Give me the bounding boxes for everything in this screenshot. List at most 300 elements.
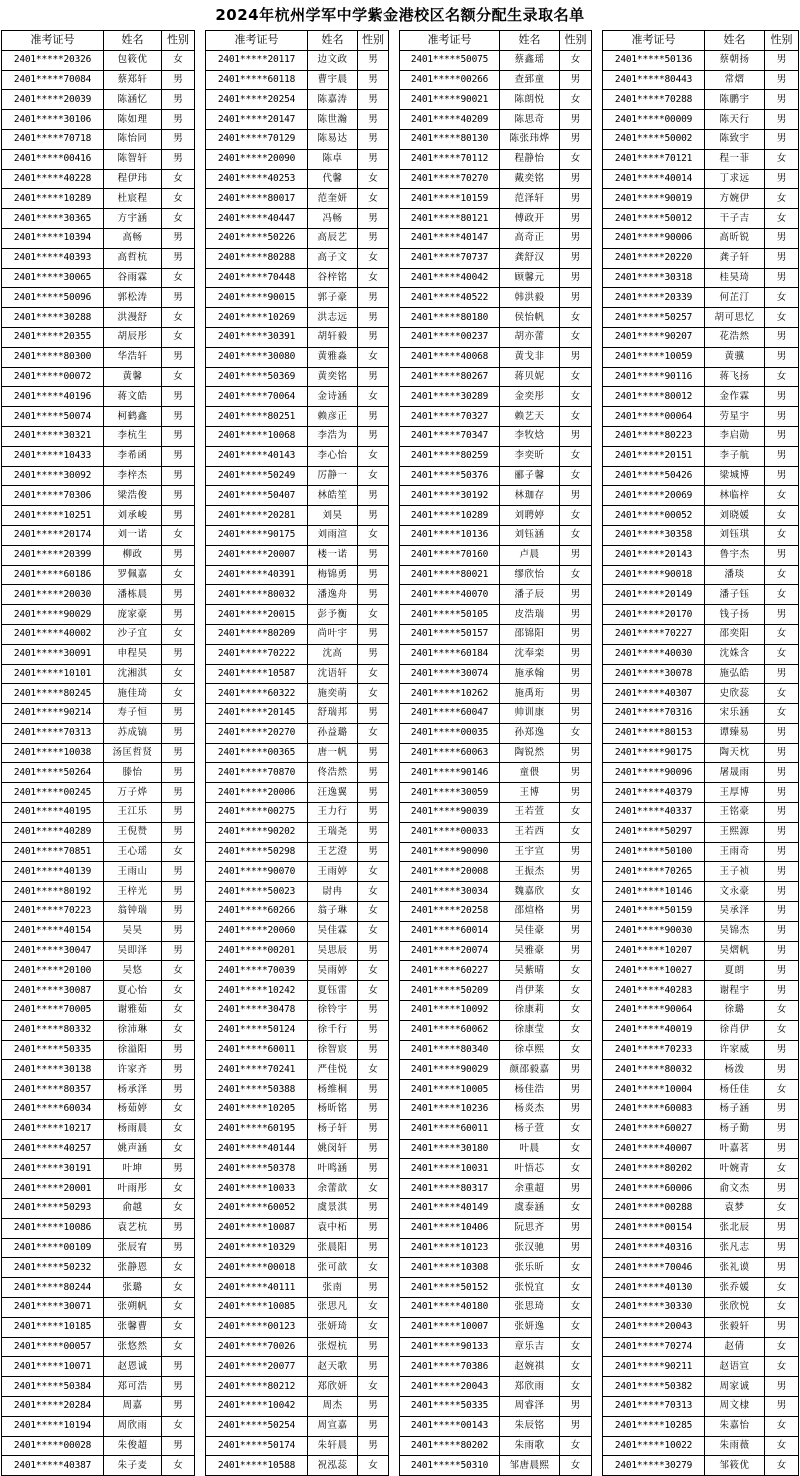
- exam-id-cell: 2401*****80223: [603, 426, 705, 446]
- student-name-cell: 林皓笙: [308, 486, 358, 506]
- table-row: [603, 387, 799, 407]
- exam-id-cell: 2401*****40393: [2, 248, 104, 268]
- table-row: [400, 783, 592, 803]
- gender-cell: 男: [765, 803, 799, 823]
- student-name-cell: 严佳悦: [308, 1060, 358, 1080]
- table-row: [2, 50, 195, 70]
- table-row: [2, 1060, 195, 1080]
- student-name-cell: 沙子宜: [104, 624, 162, 644]
- header-name: 姓名: [500, 31, 560, 51]
- table-row: [400, 50, 592, 70]
- exam-id-cell: 2401*****20143: [603, 545, 705, 565]
- gender-cell: 女: [162, 664, 195, 684]
- exam-id-cell: 2401*****80032: [206, 585, 308, 605]
- table-row: [2, 1179, 195, 1199]
- exam-id-cell: 2401*****00154: [603, 1218, 705, 1238]
- gender-cell: 男: [560, 902, 592, 922]
- student-name-cell: 许家威: [705, 1040, 765, 1060]
- table-row: [206, 506, 389, 526]
- gender-cell: 男: [765, 1258, 799, 1278]
- student-name-cell: 谭臻易: [705, 723, 765, 743]
- exam-id-cell: 2401*****60027: [603, 1119, 705, 1139]
- table-row: [400, 624, 592, 644]
- gender-cell: 女: [162, 268, 195, 288]
- table-row: [206, 288, 389, 308]
- exam-id-cell: 2401*****70851: [2, 842, 104, 862]
- gender-cell: 女: [358, 466, 389, 486]
- exam-id-cell: 2401*****90096: [603, 763, 705, 783]
- student-name-cell: 陈怡同: [104, 129, 162, 149]
- student-name-cell: 王宇宣: [500, 842, 560, 862]
- gender-cell: 男: [765, 1179, 799, 1199]
- table-row: [603, 565, 799, 585]
- table-row: [2, 842, 195, 862]
- gender-cell: 男: [162, 902, 195, 922]
- gender-cell: 女: [560, 1337, 592, 1357]
- student-name-cell: 陈卓: [308, 149, 358, 169]
- student-name-cell: 范奎妍: [308, 189, 358, 209]
- exam-id-cell: 2401*****50335: [400, 1396, 500, 1416]
- table-row: [400, 1199, 592, 1219]
- gender-cell: 男: [162, 921, 195, 941]
- student-name-cell: 王心瑶: [104, 842, 162, 862]
- gender-cell: 女: [162, 1456, 195, 1476]
- gender-cell: 男: [358, 149, 389, 169]
- exam-id-cell: 2401*****60011: [206, 1040, 308, 1060]
- gender-cell: 女: [560, 506, 592, 526]
- gender-cell: 女: [358, 525, 389, 545]
- student-name-cell: 潘子辰: [500, 585, 560, 605]
- exam-id-cell: 2401*****20090: [206, 149, 308, 169]
- exam-id-cell: 2401*****90175: [603, 743, 705, 763]
- student-name-cell: 叶嘉茗: [705, 1139, 765, 1159]
- gender-cell: 男: [765, 466, 799, 486]
- table-row: [603, 486, 799, 506]
- exam-id-cell: 2401*****00201: [206, 941, 308, 961]
- gender-cell: 男: [162, 90, 195, 110]
- gender-cell: 男: [765, 248, 799, 268]
- exam-id-cell: 2401*****10146: [603, 882, 705, 902]
- exam-id-cell: 2401*****30080: [206, 347, 308, 367]
- exam-id-cell: 2401*****80443: [603, 70, 705, 90]
- student-name-cell: 虞泰涵: [500, 1199, 560, 1219]
- exam-id-cell: 2401*****30047: [2, 941, 104, 961]
- exam-id-cell: 2401*****30288: [2, 308, 104, 328]
- table-row: [603, 1298, 799, 1318]
- gender-cell: 女: [560, 367, 592, 387]
- exam-id-cell: 2401*****50257: [603, 308, 705, 328]
- table-row: [603, 862, 799, 882]
- gender-cell: 男: [560, 110, 592, 130]
- gender-cell: 男: [358, 842, 389, 862]
- student-name-cell: 胡辰彤: [104, 327, 162, 347]
- exam-id-cell: 2401*****40283: [603, 981, 705, 1001]
- gender-cell: 女: [765, 684, 799, 704]
- exam-id-cell: 2401*****30138: [2, 1060, 104, 1080]
- table-row: [2, 228, 195, 248]
- exam-id-cell: 2401*****20174: [2, 525, 104, 545]
- table-row: [206, 1100, 389, 1120]
- exam-id-cell: 2401*****10329: [206, 1238, 308, 1258]
- table-row: [400, 129, 592, 149]
- table-row: [603, 446, 799, 466]
- table-row: [2, 1436, 195, 1456]
- student-name-cell: 李启勋: [705, 426, 765, 446]
- exam-id-cell: 2401*****50074: [2, 407, 104, 427]
- table-row: [2, 486, 195, 506]
- exam-id-cell: 2401*****70046: [603, 1258, 705, 1278]
- header-exam-id: 准考证号: [603, 31, 705, 51]
- student-name-cell: 赵婉祺: [500, 1357, 560, 1377]
- gender-cell: 男: [358, 941, 389, 961]
- gender-cell: 女: [162, 1020, 195, 1040]
- gender-cell: 男: [162, 1357, 195, 1377]
- table-row: [603, 664, 799, 684]
- table-row: [2, 525, 195, 545]
- table-row: [603, 704, 799, 724]
- table-row: [2, 1080, 195, 1100]
- student-name-cell: 俞文杰: [705, 1179, 765, 1199]
- table-header-row: [206, 31, 389, 51]
- student-name-cell: 陈张玮烨: [500, 129, 560, 149]
- gender-cell: 男: [358, 783, 389, 803]
- student-name-cell: 王雨奇: [705, 842, 765, 862]
- student-name-cell: 郦子馨: [500, 466, 560, 486]
- gender-cell: 男: [765, 545, 799, 565]
- exam-id-cell: 2401*****40180: [400, 1298, 500, 1318]
- exam-id-cell: 2401*****20060: [206, 921, 308, 941]
- exam-id-cell: 2401*****30192: [400, 486, 500, 506]
- exam-id-cell: 2401*****60266: [206, 902, 308, 922]
- exam-id-cell: 2401*****00288: [603, 1199, 705, 1219]
- table-row: [206, 1456, 389, 1476]
- student-name-cell: 周欣雨: [104, 1416, 162, 1436]
- exam-id-cell: 2401*****40196: [2, 387, 104, 407]
- table-row: [400, 1020, 592, 1040]
- exam-id-cell: 2401*****60322: [206, 684, 308, 704]
- table-row: [603, 1337, 799, 1357]
- exam-id-cell: 2401*****00028: [2, 1436, 104, 1456]
- table-row: [2, 605, 195, 625]
- table-row: [206, 664, 389, 684]
- exam-id-cell: 2401*****40289: [2, 822, 104, 842]
- table-row: [603, 1060, 799, 1080]
- table-row: [603, 1416, 799, 1436]
- table-row: [603, 268, 799, 288]
- exam-id-cell: 2401*****70270: [400, 169, 500, 189]
- table-row: [206, 1020, 389, 1040]
- student-name-cell: 徐溢阳: [104, 1040, 162, 1060]
- table-row: [400, 1357, 592, 1377]
- table-row: [400, 1258, 592, 1278]
- gender-cell: 女: [162, 1100, 195, 1120]
- exam-id-cell: 2401*****40337: [603, 803, 705, 823]
- table-row: [206, 70, 389, 90]
- table-row: [206, 228, 389, 248]
- exam-id-cell: 2401*****20254: [206, 90, 308, 110]
- gender-cell: 男: [358, 545, 389, 565]
- gender-cell: 男: [358, 1218, 389, 1238]
- student-name-cell: 颜邵毅嘉: [500, 1060, 560, 1080]
- gender-cell: 男: [162, 1080, 195, 1100]
- gender-cell: 女: [560, 723, 592, 743]
- exam-id-cell: 2401*****40228: [2, 169, 104, 189]
- table-row: [206, 387, 389, 407]
- exam-id-cell: 2401*****00123: [206, 1317, 308, 1337]
- exam-id-cell: 2401*****80259: [400, 446, 500, 466]
- student-name-cell: 傅政开: [500, 209, 560, 229]
- gender-cell: 男: [162, 585, 195, 605]
- table-row: [2, 70, 195, 90]
- student-name-cell: 万子烨: [104, 783, 162, 803]
- gender-cell: 女: [765, 565, 799, 585]
- student-name-cell: 沈高: [308, 644, 358, 664]
- student-name-cell: 吴熠帆: [705, 941, 765, 961]
- table-row: [400, 1080, 592, 1100]
- table-row: [206, 50, 389, 70]
- student-name-cell: 赵恩诚: [104, 1357, 162, 1377]
- exam-id-cell: 2401*****50209: [400, 981, 500, 1001]
- gender-cell: 男: [560, 1100, 592, 1120]
- student-name-cell: 邵煊格: [500, 902, 560, 922]
- student-name-cell: 杨子勤: [705, 1119, 765, 1139]
- gender-cell: 男: [765, 387, 799, 407]
- gender-cell: 女: [560, 1258, 592, 1278]
- gender-cell: 女: [765, 506, 799, 526]
- table-row: [400, 1100, 592, 1120]
- student-name-cell: 叶坤: [104, 1159, 162, 1179]
- exam-id-cell: 2401*****40111: [206, 1278, 308, 1298]
- student-name-cell: 黄骥: [705, 347, 765, 367]
- gender-cell: 男: [162, 446, 195, 466]
- table-row: [400, 763, 592, 783]
- exam-id-cell: 2401*****20270: [206, 723, 308, 743]
- exam-id-cell: 2401*****60062: [400, 1020, 500, 1040]
- gender-cell: 男: [765, 426, 799, 446]
- table-row: [400, 585, 592, 605]
- student-name-cell: 施禹珩: [500, 684, 560, 704]
- table-row: [603, 585, 799, 605]
- exam-id-cell: 2401*****40316: [603, 1238, 705, 1258]
- table-row: [206, 1298, 389, 1318]
- exam-id-cell: 2401*****20030: [2, 585, 104, 605]
- gender-cell: 女: [162, 961, 195, 981]
- table-row: [400, 1139, 592, 1159]
- student-name-cell: 张乔媛: [705, 1278, 765, 1298]
- gender-cell: 男: [765, 664, 799, 684]
- exam-id-cell: 2401*****40014: [603, 169, 705, 189]
- student-name-cell: 丁求远: [705, 169, 765, 189]
- exam-id-cell: 2401*****10059: [603, 347, 705, 367]
- student-name-cell: 夏朗: [705, 961, 765, 981]
- gender-cell: 男: [358, 1040, 389, 1060]
- student-name-cell: 姚声涵: [104, 1139, 162, 1159]
- gender-cell: 女: [765, 644, 799, 664]
- exam-id-cell: 2401*****90146: [400, 763, 500, 783]
- table-row: [2, 1159, 195, 1179]
- table-row: [400, 961, 592, 981]
- student-name-cell: 陈天行: [705, 110, 765, 130]
- student-name-cell: 王艺澄: [308, 842, 358, 862]
- table-row: [2, 585, 195, 605]
- gender-cell: 男: [358, 1357, 389, 1377]
- gender-cell: 男: [765, 407, 799, 427]
- gender-cell: 男: [358, 407, 389, 427]
- table-row: [400, 941, 592, 961]
- table-row: [2, 149, 195, 169]
- table-row: [2, 347, 195, 367]
- table-row: [2, 209, 195, 229]
- gender-cell: 女: [560, 803, 592, 823]
- student-name-cell: 夏心怡: [104, 981, 162, 1001]
- gender-cell: 男: [162, 248, 195, 268]
- exam-id-cell: 2401*****20100: [2, 961, 104, 981]
- gender-cell: 男: [162, 506, 195, 526]
- student-name-cell: 戴奕铭: [500, 169, 560, 189]
- table-row: [400, 70, 592, 90]
- table-row: [206, 90, 389, 110]
- table-row: [400, 506, 592, 526]
- gender-cell: 男: [765, 228, 799, 248]
- table-row: [206, 308, 389, 328]
- exam-id-cell: 2401*****60052: [206, 1199, 308, 1219]
- table-row: [603, 50, 799, 70]
- gender-cell: 男: [560, 268, 592, 288]
- exam-id-cell: 2401*****30087: [2, 981, 104, 1001]
- student-name-cell: 袁梦: [705, 1199, 765, 1219]
- student-name-cell: 朱辰铭: [500, 1416, 560, 1436]
- exam-id-cell: 2401*****20258: [400, 902, 500, 922]
- exam-id-cell: 2401*****40007: [603, 1139, 705, 1159]
- gender-cell: 女: [765, 209, 799, 229]
- table-row: [206, 743, 389, 763]
- gender-cell: 男: [162, 426, 195, 446]
- table-row: [400, 1218, 592, 1238]
- table-row: [2, 327, 195, 347]
- table-row: [400, 545, 592, 565]
- student-name-cell: 李奕昕: [500, 446, 560, 466]
- gender-cell: 男: [560, 585, 592, 605]
- exam-id-cell: 2401*****70005: [2, 1001, 104, 1021]
- gender-cell: 女: [162, 842, 195, 862]
- table-row: [206, 1317, 389, 1337]
- exam-id-cell: 2401*****20001: [2, 1179, 104, 1199]
- gender-cell: 男: [358, 228, 389, 248]
- table-row: [603, 466, 799, 486]
- table-row: [603, 209, 799, 229]
- table-row: [206, 169, 389, 189]
- gender-cell: 男: [162, 1238, 195, 1258]
- table-row: [603, 743, 799, 763]
- table-row: [603, 1278, 799, 1298]
- exam-id-cell: 2401*****40139: [2, 862, 104, 882]
- table-row: [206, 882, 389, 902]
- student-name-cell: 林临梓: [705, 486, 765, 506]
- table-row: [2, 684, 195, 704]
- exam-id-cell: 2401*****40019: [603, 1020, 705, 1040]
- table-row: [206, 1416, 389, 1436]
- student-name-cell: 徐康莉: [500, 1001, 560, 1021]
- table-row: [2, 506, 195, 526]
- table-row: [2, 902, 195, 922]
- student-name-cell: 徐卓熙: [500, 1040, 560, 1060]
- exam-id-cell: 2401*****80267: [400, 367, 500, 387]
- table-row: [400, 882, 592, 902]
- gender-cell: 男: [358, 1159, 389, 1179]
- table-row: [2, 803, 195, 823]
- exam-id-cell: 2401*****90015: [206, 288, 308, 308]
- exam-id-cell: 2401*****40030: [603, 644, 705, 664]
- table-row: [206, 248, 389, 268]
- exam-id-cell: 2401*****70160: [400, 545, 500, 565]
- gender-cell: 女: [162, 565, 195, 585]
- gender-cell: 女: [765, 1020, 799, 1040]
- student-name-cell: 高昕锐: [705, 228, 765, 248]
- gender-cell: 女: [358, 921, 389, 941]
- exam-id-cell: 2401*****00035: [400, 723, 500, 743]
- gender-cell: 男: [358, 1436, 389, 1456]
- exam-id-cell: 2401*****90030: [603, 921, 705, 941]
- exam-id-cell: 2401*****30078: [603, 664, 705, 684]
- table-row: [206, 1238, 389, 1258]
- student-name-cell: 郭松涛: [104, 288, 162, 308]
- gender-cell: 女: [358, 1060, 389, 1080]
- exam-id-cell: 2401*****10308: [400, 1258, 500, 1278]
- table-row: [400, 268, 592, 288]
- gender-cell: 女: [358, 1179, 389, 1199]
- exam-id-cell: 2401*****70039: [206, 961, 308, 981]
- gender-cell: 男: [162, 149, 195, 169]
- exam-id-cell: 2401*****10285: [603, 1416, 705, 1436]
- student-name-cell: 王雨山: [104, 862, 162, 882]
- student-name-cell: 张馨曹: [104, 1317, 162, 1337]
- student-name-cell: 朱雨歌: [500, 1436, 560, 1456]
- table-row: [206, 1199, 389, 1219]
- exam-id-cell: 2401*****00009: [603, 110, 705, 130]
- table-row: [400, 1159, 592, 1179]
- gender-cell: 男: [358, 1100, 389, 1120]
- student-name-cell: 杨泼: [705, 1060, 765, 1080]
- student-name-cell: 郑欣妍: [308, 1377, 358, 1397]
- gender-cell: 男: [162, 1436, 195, 1456]
- exam-id-cell: 2401*****20151: [603, 446, 705, 466]
- student-name-cell: 代馨: [308, 169, 358, 189]
- gender-cell: 女: [765, 1199, 799, 1219]
- exam-id-cell: 2401*****10068: [206, 426, 308, 446]
- exam-id-cell: 2401*****80317: [400, 1179, 500, 1199]
- gender-cell: 男: [358, 1396, 389, 1416]
- student-name-cell: 吴承泽: [705, 902, 765, 922]
- table-row: [400, 822, 592, 842]
- gender-cell: 男: [162, 605, 195, 625]
- table-row: [603, 941, 799, 961]
- table-row: [400, 1317, 592, 1337]
- exam-id-cell: 2401*****10031: [400, 1159, 500, 1179]
- student-name-cell: 徐沛琳: [104, 1020, 162, 1040]
- student-name-cell: 虞景淇: [308, 1199, 358, 1219]
- table-row: [206, 902, 389, 922]
- gender-cell: 男: [765, 981, 799, 1001]
- table-row: [2, 268, 195, 288]
- gender-cell: 女: [162, 189, 195, 209]
- exam-id-cell: 2401*****00057: [2, 1337, 104, 1357]
- student-name-cell: 姚闵轩: [308, 1139, 358, 1159]
- exam-id-cell: 2401*****50100: [603, 842, 705, 862]
- gender-cell: 男: [560, 228, 592, 248]
- student-name-cell: 彭予衡: [308, 605, 358, 625]
- table-row: [2, 1337, 195, 1357]
- gender-cell: 男: [560, 1080, 592, 1100]
